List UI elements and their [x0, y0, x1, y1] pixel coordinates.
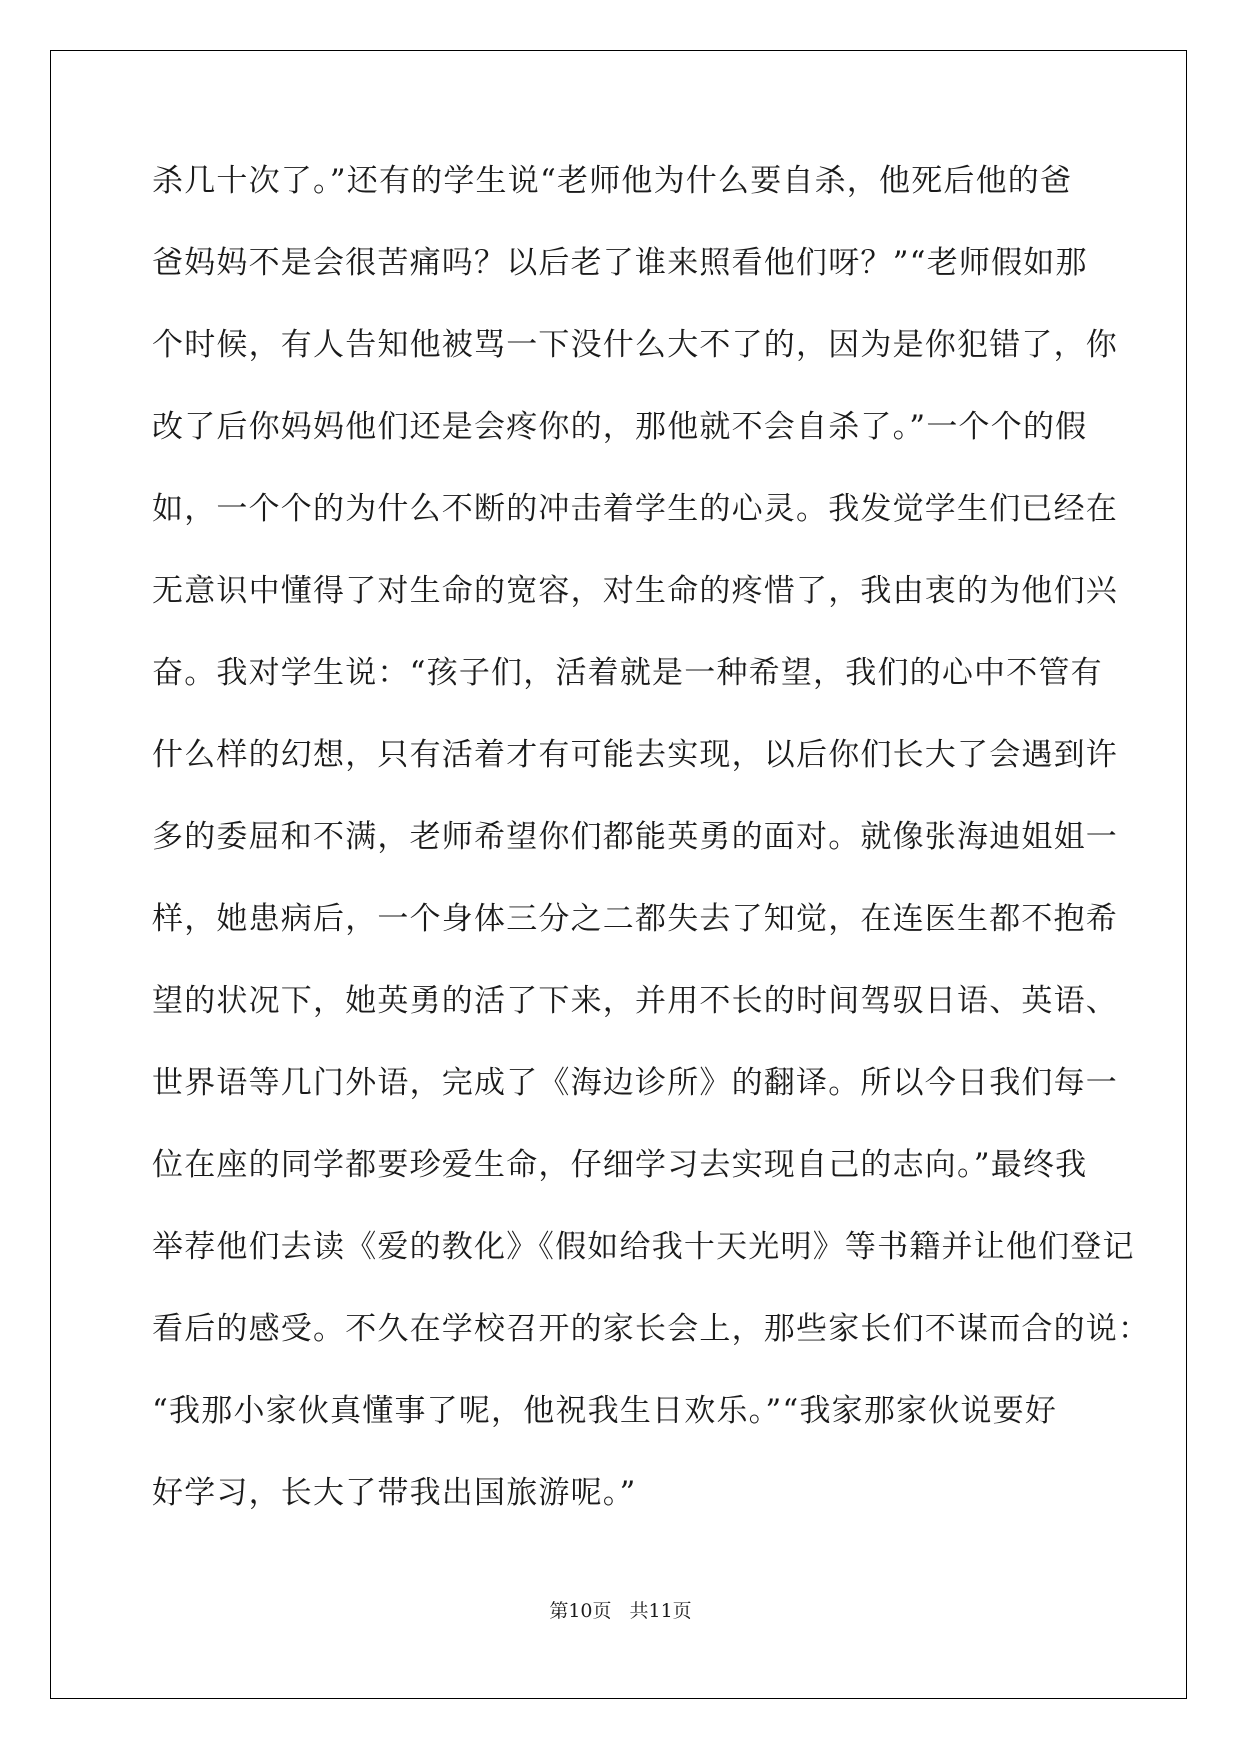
- text-line: 无意识中懂得了对生命的宽容，对生命的疼惜了，我由衷的为他们兴: [152, 573, 1118, 609]
- text-line: 如，一个个的为什么不断的冲击着学生的心灵。我发觉学生们已经在: [152, 491, 1118, 527]
- page-footer: [0, 1596, 1241, 1623]
- current-page-number: 第10页: [549, 1600, 612, 1622]
- text-line: 什么样的幻想，只有活着才有可能去实现，以后你们长大了会遇到许: [152, 737, 1118, 773]
- text-line: 多的委屈和不满，老师希望你们都能英勇的面对。就像张海迪姐姐一: [152, 819, 1118, 855]
- text-line: 爸妈妈不是会很苦痛吗？以后老了谁来照看他们呀？”“老师假如那: [152, 245, 1088, 281]
- text-line: 样，她患病后，一个身体三分之二都失去了知觉，在连医生都不抱希: [152, 901, 1118, 937]
- text-line: 杀几十次了。”还有的学生说“老师他为什么要自杀，他死后他的爸: [152, 163, 1073, 199]
- text-line: 举荐他们去读《爱的教化》《假如给我十天光明》等书籍并让他们登记: [152, 1229, 1135, 1265]
- text-line: “我那小家伙真懂事了呢，他祝我生日欢乐。”“我家那家伙说要好: [152, 1393, 1058, 1429]
- text-line: 位在座的同学都要珍爱生命，仔细学习去实现自己的志向。”最终我: [152, 1147, 1088, 1183]
- text-line: 望的状况下，她英勇的活了下来，并用不长的时间驾驭日语、英语、: [152, 983, 1118, 1019]
- text-line: 改了后你妈妈他们还是会疼你的，那他就不会自杀了。”一个个的假: [152, 409, 1088, 445]
- text-line: 世界语等几门外语，完成了《海边诊所》的翻译。所以今日我们每一: [152, 1065, 1118, 1101]
- document-body: [152, 163, 1151, 1557]
- text-line: 好学习，长大了带我出国旅游呢。”: [152, 1475, 637, 1511]
- total-page-count: 共11页: [629, 1600, 692, 1622]
- text-line: 奋。我对学生说：“孩子们，活着就是一种希望，我们的心中不管有: [152, 655, 1103, 691]
- text-line: 看后的感受。不久在学校召开的家长会上，那些家长们不谋而合的说：: [152, 1311, 1151, 1347]
- text-line: 个时候，有人告知他被骂一下没什么大不了的，因为是你犯错了，你: [152, 327, 1118, 363]
